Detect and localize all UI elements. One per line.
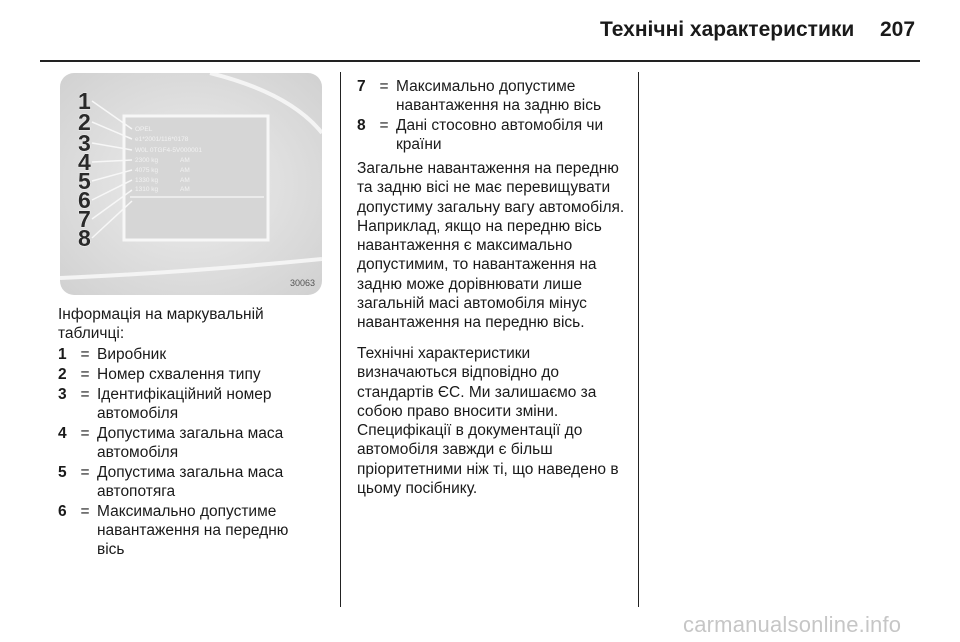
vehicle-plate-figure (60, 73, 322, 295)
column-divider-left (340, 72, 341, 607)
column-divider-right (638, 72, 639, 607)
legend-item: 5 = Допустима загальна маса автопотяга (58, 463, 318, 501)
legend-text: Допустима загальна маса автопотяга (97, 464, 284, 500)
plate-line: 1330 kg (135, 177, 159, 184)
plate-line: 1310 kg (135, 186, 159, 193)
plate-right-text: AM (180, 186, 190, 193)
legend-list-left (58, 345, 318, 560)
header-rule (40, 60, 920, 62)
figure-image-number: 30063 (290, 278, 316, 288)
plate-line: OPEL (135, 126, 153, 133)
legend-number: 8 (357, 117, 366, 134)
legend-text: Ідентифікаційний номер автомобіля (97, 386, 272, 422)
legend-number: 5 (58, 464, 67, 481)
callout-number: 7 (78, 206, 91, 232)
legend-number: 7 (357, 78, 366, 95)
legend-number: 3 (58, 386, 67, 403)
plate-line: 4075 kg (135, 167, 159, 174)
legend-item: 7 = Максимально допустиме навантаження на задню вісь (357, 77, 627, 115)
legend-list-right (357, 77, 627, 155)
legend-item: 2 = Номер схвалення типу (58, 365, 318, 384)
legend-text: Номер схвалення типу (97, 366, 261, 383)
plate-line: W0L 0TGF4-5V000001 (135, 147, 202, 154)
watermark: carmanualsonline.info (683, 612, 902, 637)
legend-text: Виробник (97, 346, 167, 363)
legend-item: 6 = Максимально допустиме навантаження на передню вісь (58, 502, 318, 559)
legend-text: Максимально допустиме навантаження на задню вісь (396, 78, 602, 114)
legend-item: 4 = Допустима загальна маса автомобіля (58, 424, 318, 462)
running-header-title: Технічні характеристики (600, 18, 855, 41)
legend-text: Дані стосовно автомобіля чи країни (396, 117, 604, 153)
plate-line: e1*2001/116*0178 (135, 136, 189, 143)
legend-item: 3 = Ідентифікаційний номер автомобіля (58, 385, 318, 423)
plate-right-text: AM (180, 167, 190, 174)
callout-number: 4 (78, 149, 91, 175)
legend-item: 8 = Дані стосовно автомобіля чи країни (357, 116, 627, 154)
page-number: 207 (880, 18, 916, 41)
callout-number: 6 (78, 187, 91, 213)
callout-number: 1 (78, 88, 91, 114)
legend-item: 1 = Виробник (58, 345, 318, 364)
callout-number: 2 (78, 109, 91, 135)
paragraph-axle-load: Загальне навантаження на передню та задню вісі не має перевищувати допустиму загальну вагу автомобіля. Наприклад, якщо на передню вісь навантаження є максимально допустимим, то навантаження на задню може дорівнювати лише загальній масі автомобіля мінус навантаження на передню вісь. (357, 160, 625, 332)
callout-number: 8 (78, 225, 91, 251)
legend-number: 1 (58, 346, 67, 363)
legend-text: Максимально допустиме навантаження на передню вісь (97, 503, 289, 558)
plate-right-text: AM (180, 177, 190, 184)
legend-number: 2 (58, 366, 67, 383)
figure-caption: Інформація на маркувальній табличці: (58, 306, 264, 342)
legend-number: 4 (58, 425, 67, 442)
legend-number: 6 (58, 503, 67, 520)
legend-text: Допустима загальна маса автомобіля (97, 425, 284, 461)
paragraph-specifications: Технічні характеристики визначаються відповідно до стандартів ЄС. Ми залишаємо за собою право вносити зміни. Специфікації в документації до автомобіля завжди є більш пріоритетними ніж ті, що наведено в цьому посібнику. (357, 345, 619, 498)
plate-right-text: AM (180, 157, 190, 164)
callout-number: 5 (78, 168, 91, 194)
plate-line: 2300 kg (135, 157, 159, 164)
callout-number: 3 (78, 130, 91, 156)
